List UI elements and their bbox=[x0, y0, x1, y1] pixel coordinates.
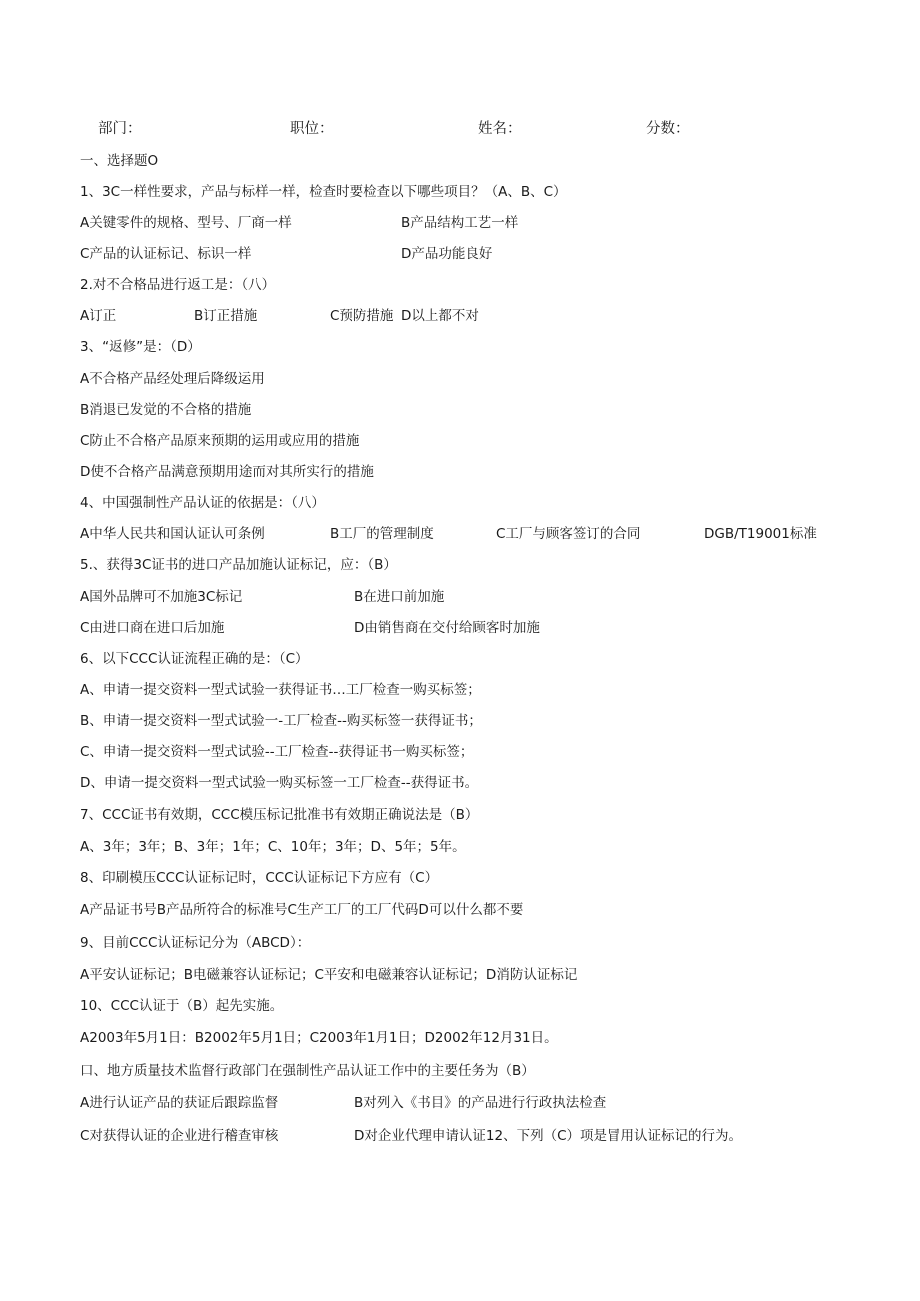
question-option: A订正 bbox=[80, 308, 117, 324]
position-label: 职位： bbox=[290, 121, 334, 137]
question-option: C由进口商在进口后加施 bbox=[80, 620, 225, 636]
question-option: D对企业代理申请认证12、下列（C）项是冒用认证标记的行为。 bbox=[354, 1128, 742, 1144]
department-label: 部门： bbox=[98, 121, 142, 137]
question-option: B、申请一提交资料一型式试验一-工厂检查--购买标签一获得证书； bbox=[80, 713, 482, 729]
question-option: C对获得认证的企业进行稽查审核 bbox=[80, 1128, 279, 1144]
question-prompt: 8、印刷模压CCC认证标记时，CCC认证标记下方应有（C） bbox=[80, 870, 439, 886]
question-option: D由销售商在交付给顾客时加施 bbox=[354, 620, 540, 636]
question-option: A不合格产品经处理后降级运用 bbox=[80, 371, 265, 387]
question-option: C预防措施 bbox=[330, 308, 394, 324]
question-option: B工厂的管理制度 bbox=[330, 526, 434, 542]
question-option: C、申请一提交资料一型式试验--工厂检查--获得证书一购买标签； bbox=[80, 744, 474, 760]
question-option: B在进口前加施 bbox=[354, 589, 445, 605]
section-title: 一、选择题O bbox=[80, 153, 159, 169]
question-prompt: 2.对不合格品进行返工是：（八） bbox=[80, 277, 276, 293]
score-label: 分数： bbox=[646, 121, 690, 137]
question-option: A2003年5月1日：B2002年5月1日；C2003年1月1日；D2002年12月31日。 bbox=[80, 1030, 558, 1046]
question-option: C产品的认证标记、标识一样 bbox=[80, 246, 252, 262]
question-prompt: 3、“返修”是：（D） bbox=[80, 339, 201, 355]
question-option: D以上都不对 bbox=[401, 308, 479, 324]
name-label: 姓名： bbox=[478, 121, 522, 137]
question-prompt: 4、中国强制性产品认证的依据是：（八） bbox=[80, 495, 325, 511]
question-option: A国外品牌可不加施3C标记 bbox=[80, 589, 243, 605]
question-option: B对列入《书目》的产品进行行政执法检查 bbox=[354, 1095, 607, 1111]
question-prompt: 5.、获得3C证书的进口产品加施认证标记，应：（B） bbox=[80, 557, 397, 573]
question-option: A、申请一提交资料一型式试验一获得证书…工厂检查一购买标签； bbox=[80, 682, 481, 698]
question-option: D、申请一提交资料一型式试验一购买标签一工厂检查--获得证书。 bbox=[80, 775, 479, 791]
question-option: A进行认证产品的获证后跟踪监督 bbox=[80, 1095, 279, 1111]
question-option: C工厂与顾客签订的合同 bbox=[496, 526, 641, 542]
question-option: A平安认证标记；B电磁兼容认证标记；C平安和电磁兼容认证标记；D消防认证标记 bbox=[80, 967, 578, 983]
question-option: B消退已发觉的不合格的措施 bbox=[80, 402, 252, 418]
question-option: C防止不合格产品原来预期的运用或应用的措施 bbox=[80, 433, 360, 449]
question-prompt: 6、以下CCC认证流程正确的是：（C） bbox=[80, 651, 309, 667]
question-option: A关键零件的规格、型号、厂商一样 bbox=[80, 215, 292, 231]
question-prompt: 10、CCC认证于（B）起先实施。 bbox=[80, 998, 284, 1014]
question-prompt: 口、地方质量技术监督行政部门在强制性产品认证工作中的主要任务为（B） bbox=[80, 1063, 535, 1079]
question-option: A产品证书号B产品所符合的标准号C生产工厂的工厂代码D可以什么都不要 bbox=[80, 902, 524, 918]
question-option: B订正措施 bbox=[194, 308, 258, 324]
question-option: B产品结构工艺一样 bbox=[401, 215, 519, 231]
question-prompt: 9、目前CCC认证标记分为（ABCD）： bbox=[80, 935, 311, 951]
question-option: A中华人民共和国认证认可条例 bbox=[80, 526, 265, 542]
question-option: DGB/T19001标准 bbox=[704, 526, 817, 542]
question-option: A、3年；3年；B、3年；1年；C、10年；3年；D、5年；5年。 bbox=[80, 839, 466, 855]
question-prompt: 1、3C一样性要求，产品与标样一样，检查时要检查以下哪些项目？（A、B、C） bbox=[80, 184, 567, 200]
question-option: D产品功能良好 bbox=[401, 246, 493, 262]
question-option: D使不合格产品满意预期用途而对其所实行的措施 bbox=[80, 464, 374, 480]
question-prompt: 7、CCC证书有效期，CCC模压标记批准书有效期正确说法是（B） bbox=[80, 807, 479, 823]
